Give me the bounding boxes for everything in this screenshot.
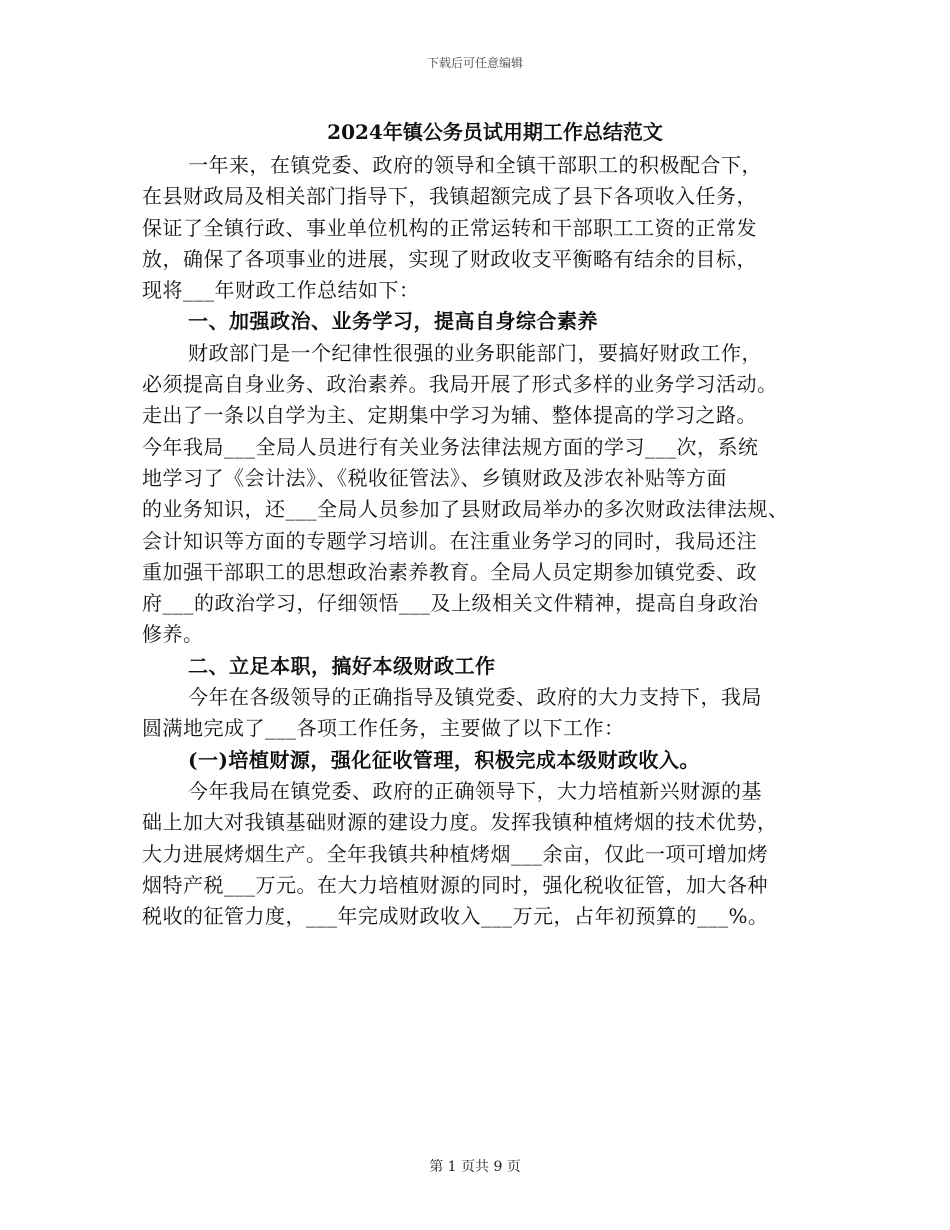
paragraph-line: 础上加大对我镇基础财源的建设力度。发挥我镇种植烤烟的技术优势， [142, 810, 778, 835]
paragraph-line: 烟特产税___万元。在大力培植财源的同时，强化税收征管，加大各种 [142, 872, 768, 897]
heading-text: 二、立足本职，搞好本级财政工作 [188, 653, 496, 678]
paragraph-line: 财政部门是一个纪律性很强的业务职能部门，要搞好财政工作， [188, 340, 762, 365]
paragraph-line: 重加强干部职工的思想政治素养教育。全局人员定期参加镇党委、政 [142, 559, 757, 584]
paragraph [142, 682, 827, 745]
section-heading [142, 306, 827, 337]
document-body [142, 150, 827, 932]
paragraph-line: 保证了全镇行政、事业单位机构的正常运转和干部职工工资的正常发 [142, 215, 757, 240]
paragraph-line: 今年我局在镇党委、政府的正确领导下，大力培植新兴财源的基 [188, 778, 762, 803]
paragraph-line: 现将___年财政工作总结如下： [142, 278, 420, 303]
page-indicator: 第 1 页共 9 页 [429, 1159, 521, 1175]
paragraph-line: 修养。 [142, 622, 204, 647]
section-heading [142, 745, 827, 776]
header-note: 下载后可任意编辑 [426, 56, 523, 70]
paragraph [142, 338, 827, 651]
paragraph-line: 地学习了《会计法》、《税收征管法》、乡镇财政及涉农补贴等方面 [142, 465, 727, 490]
paragraph-line: 会计知识等方面的专题学习培训。在注重业务学习的同时，我局还注 [142, 528, 757, 553]
paragraph-line: 大力进展烤烟生产。全年我镇共种植烤烟___余亩，仅此一项可增加烤 [142, 841, 768, 866]
heading-text: (一)培植财源，强化征收管理，积极完成本级财政收入。 [188, 747, 700, 772]
paragraph-line: 一年来，在镇党委、政府的领导和全镇干部职工的积极配合下， [188, 153, 762, 177]
paragraph-line: 府___的政治学习，仔细领悟___及上级相关文件精神，提高自身政治 [142, 591, 759, 616]
paragraph-line: 圆满地完成了___各项工作任务，主要做了以下工作： [142, 716, 625, 741]
heading-text: 一、加强政治、业务学习，提高自身综合素养 [188, 309, 598, 334]
document-title: 2024年镇公务员试用期工作总结范文 [327, 120, 663, 144]
paragraph-line: 今年在各级领导的正确指导及镇党委、政府的大力支持下，我局 [188, 685, 762, 710]
section-heading [142, 651, 827, 682]
paragraph-line: 放，确保了各项事业的进展，实现了财政收支平衡略有结余的目标， [142, 246, 757, 271]
paragraph [142, 150, 827, 306]
paragraph-line: 在县财政局及相关部门指导下，我镇超额完成了县下各项收入任务， [142, 184, 757, 209]
paragraph-line: 税收的征管力度，___年完成财政收入___万元，占年初预算的___%。 [142, 904, 769, 929]
paragraph [142, 776, 827, 932]
paragraph-line: 必须提高自身业务、政治素养。我局开展了形式多样的业务学习活动。 [142, 372, 778, 397]
paragraph-line: 今年我局___全局人员进行有关业务法律法规方面的学习___次，系统 [142, 434, 759, 459]
paragraph-line: 的业务知识，还___全局人员参加了县财政局举办的多次财政法律法规、 [142, 497, 789, 522]
paragraph-line: 走出了一条以自学为主、定期集中学习为辅、整体提高的学习之路。 [142, 403, 757, 428]
